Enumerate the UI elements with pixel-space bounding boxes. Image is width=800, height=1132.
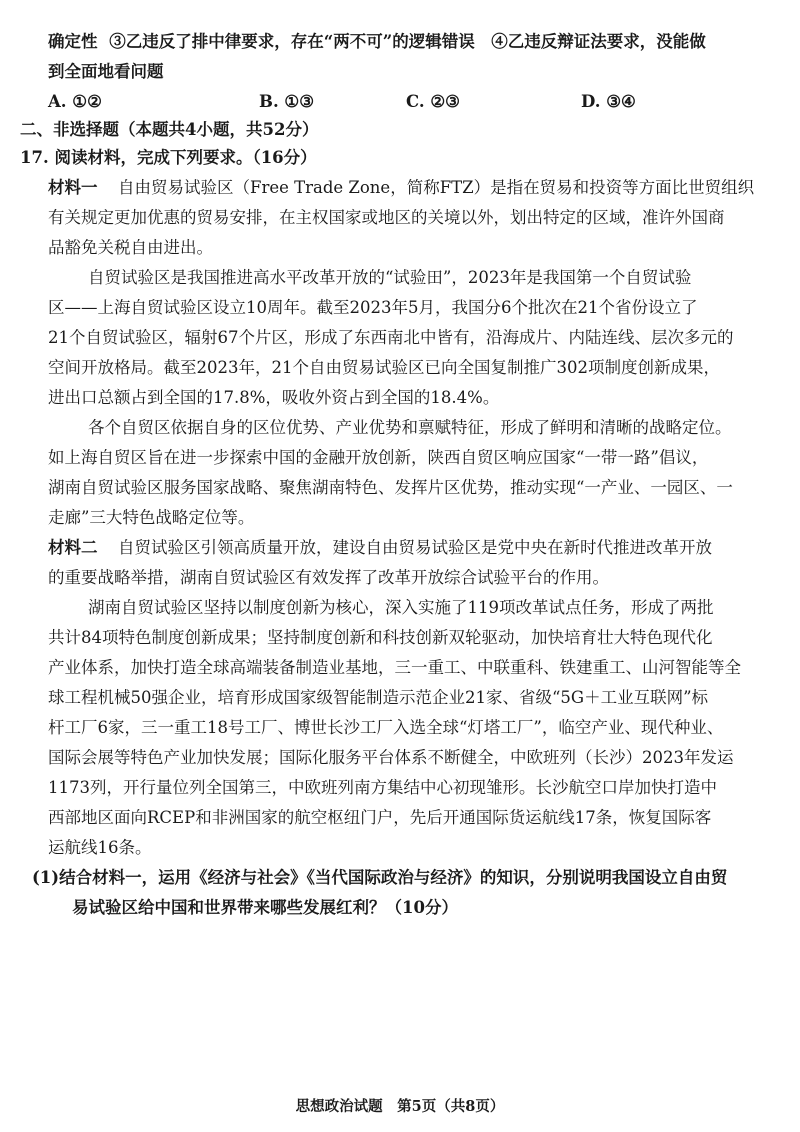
material-2-line: 国际会展等特色产业加快发展；国际化服务平台体系不断健全，中欧班列（长沙）2023年发运: [48, 748, 734, 767]
material-2-line: 湖南自贸试验区坚持以制度创新为核心，深入实施了119项改革试点任务，形成了两批: [88, 598, 714, 617]
material-2-label: 材料二: [48, 538, 98, 557]
option-d: D. ③④: [581, 92, 636, 111]
material-1-line: 进出口总额占到全国的17.8%，吸收外资占到全国的18.4%。: [48, 388, 500, 407]
material-2-line: 的重要战略举措，湖南自贸试验区有效发挥了改革开放综合试验平台的作用。: [48, 568, 609, 587]
material-2-line: 球工程机械50强企业，培育形成国家级智能制造示范企业21家、省级“5G＋工业互联网”标: [48, 688, 709, 707]
material-1-line: 自贸试验区是我国推进高水平改革开放的“试验田”，2023年是我国第一个自贸试验: [88, 268, 692, 287]
material-2-line: 共计84项特色制度创新成果；坚持制度创新和科技创新双轮驱动，加快培育壮大特色现代化: [48, 628, 713, 647]
material-2-line: 1173列，开行量位列全国第三，中欧班列南方集结中心初现雏形。长沙航空口岸加快打造中: [48, 778, 717, 797]
material-1-line: 各个自贸区依据自身的区位优势、产业优势和禀赋特征，形成了鲜明和清晰的战略定位。: [88, 418, 732, 437]
material-2-line: 杆工厂6家，三一重工18号工厂、博世长沙工厂入选全球“灯塔工厂”，临空产业、现代种业、: [48, 718, 724, 737]
option-a: A. ①②: [48, 92, 102, 111]
material-1-line: 品豁免关税自由进出。: [48, 238, 213, 257]
material-1-line: 自由贸易试验区（Free Trade Zone，简称FTZ）是指在贸易和投资等方面比世贸组织: [118, 178, 755, 197]
q16-line1-text: ③乙违反了排中律要求，存在“两不可”的逻辑错误 ④乙违反辩证法要求，没能做: [109, 32, 706, 51]
material-1-line: 有关规定更加优惠的贸易安排，在主权国家或地区的关境以外，划出特定的区域，准许外国商: [48, 208, 725, 227]
material-2-line: 自贸试验区引领高质量开放，建设自由贸易试验区是党中央在新时代推进改革开放: [118, 538, 712, 557]
q17-heading: 17. 阅读材料，完成下列要求。（16分）: [20, 148, 317, 167]
sub-question-1-cont: 易试验区给中国和世界带来哪些发展红利？（10分）: [72, 898, 458, 917]
material-2-line: 运航线16条。: [48, 838, 152, 857]
option-b: B. ①③: [259, 92, 315, 111]
option-c: C. ②③: [406, 92, 460, 111]
q16-line2: 到全面地看问题: [48, 62, 164, 81]
material-1-label: 材料一: [48, 178, 98, 197]
material-1-line: 空间开放格局。截至2023年，21个自由贸易试验区已向全国复制推广302项制度创新成果，: [48, 358, 720, 377]
material-2-line: 西部地区面向RCEP和非洲国家的航空枢纽门户，先后开通国际货运航线17条，恢复国际客: [48, 808, 712, 827]
sub-question-1: (1)结合材料一，运用《经济与社会》《当代国际政治与经济》的知识，分别说明我国设立自由贸: [32, 868, 728, 887]
section-heading: 二、非选择题（本题共4小题，共52分）: [20, 120, 319, 139]
material-2-line: 产业体系，加快打造全球高端装备制造业基地，三一重工、中联重科、铁建重工、山河智能等全: [48, 658, 741, 677]
q16-line1-label: 确定性: [48, 32, 98, 51]
material-1-line: 区——上海自贸试验区设立10周年。截至2023年5月，我国分6个批次在21个省份设立了: [48, 298, 698, 317]
q16-line1: [48, 30, 706, 54]
material-1-line: 如上海自贸区旨在进一步探索中国的金融开放创新，陕西自贸区响应国家“一带一路”倡议，: [48, 448, 709, 467]
page-footer: 思想政治试题 第5页（共8页）: [295, 1098, 505, 1115]
material-1-line: 21个自贸试验区，辐射67个片区，形成了东西南北中皆有，沿海成片、内陆连线、层次多元的: [48, 328, 734, 347]
material-1-line: 走廊”三大特色战略定位等。: [48, 508, 255, 527]
material-1-line: 湖南自贸试验区服务国家战略、聚焦湖南特色、发挥片区优势，推动实现“一产业、一园区、一: [48, 478, 733, 497]
